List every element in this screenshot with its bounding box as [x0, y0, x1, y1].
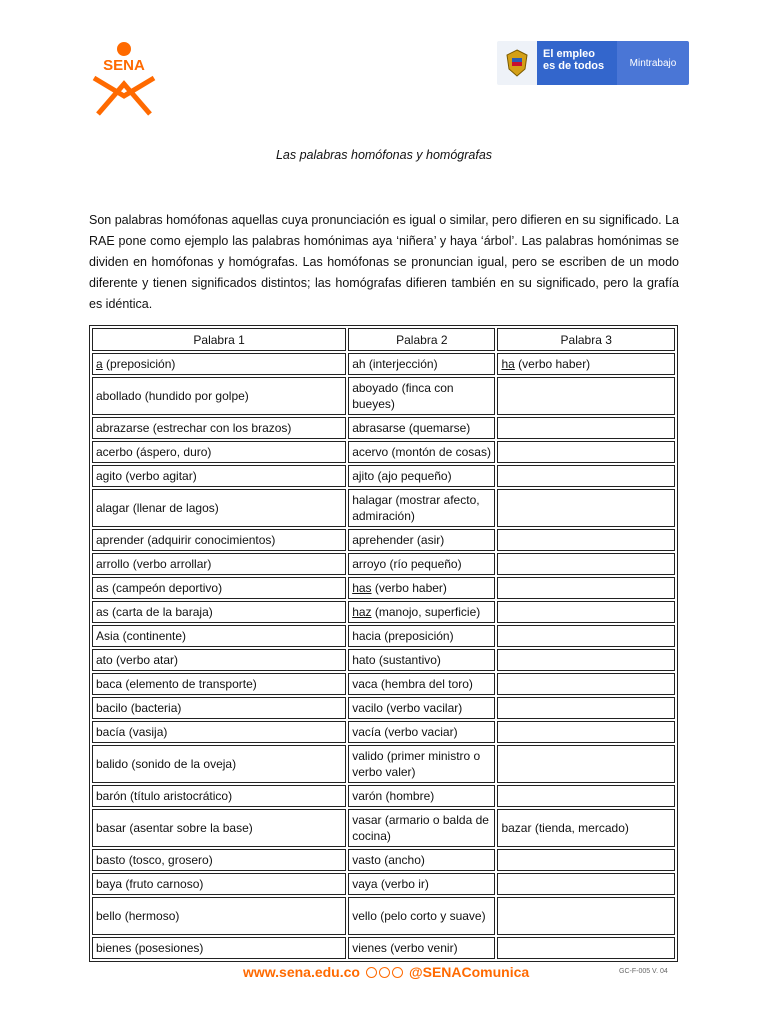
cell-palabra-2 [348, 529, 495, 551]
cell-palabra-1 [92, 489, 346, 527]
word-meaning: (estrechar con los brazos) [149, 421, 292, 435]
word: hacia [352, 629, 381, 643]
cell-palabra-2 [348, 489, 495, 527]
word-meaning: (mostrar afecto, admiración) [352, 493, 480, 523]
cell-palabra-2 [348, 441, 495, 463]
cell-palabra-3 [497, 849, 675, 871]
word-meaning: (tienda, mercado) [531, 821, 629, 835]
footer-site-link[interactable]: www.sena.edu.co [243, 964, 360, 980]
table-row [92, 377, 675, 415]
word: aprehender [352, 533, 414, 547]
cell-palabra-3 [497, 649, 675, 671]
table-header-row [92, 328, 675, 351]
sena-logo-text: SENA [103, 57, 145, 74]
word-meaning: (verbo venir) [386, 941, 458, 955]
sena-logo [86, 40, 162, 116]
word-meaning: (armario o balda de cocina) [352, 813, 489, 843]
word-table [89, 325, 678, 962]
word-meaning: (ancho) [380, 853, 425, 867]
word: vasar [352, 813, 382, 827]
word: bienes [96, 941, 132, 955]
cell-palabra-2 [348, 897, 495, 935]
cell-palabra-2 [348, 785, 495, 807]
word: agito [96, 469, 123, 483]
gov-slogan-line2: es de todos [543, 60, 605, 72]
table-row [92, 745, 675, 783]
cell-palabra-3 [497, 785, 675, 807]
cell-palabra-3 [497, 721, 675, 743]
table-row [92, 529, 675, 551]
word: has [352, 581, 372, 595]
word: valido [352, 749, 384, 763]
word-meaning: (verbo atar) [112, 653, 179, 667]
cell-palabra-3 [497, 377, 675, 415]
word: vaya [352, 877, 378, 891]
cell-palabra-2 [348, 873, 495, 895]
word-meaning: (adquirir conocimientos) [144, 533, 276, 547]
word: abrazarse [96, 421, 150, 435]
footer-handle: @SENAComunica [408, 964, 530, 980]
word: baca [96, 677, 123, 691]
word-meaning: (pelo corto y suave) [376, 909, 486, 923]
word-meaning: (verbo ir) [377, 877, 429, 891]
table-row [92, 849, 675, 871]
cell-palabra-3 [497, 745, 675, 783]
table-row [92, 577, 675, 599]
table-row [92, 465, 675, 487]
cell-palabra-1 [92, 745, 346, 783]
word-meaning: (preposición) [102, 357, 176, 371]
word: ha [501, 357, 515, 371]
word-meaning: (bacteria) [127, 701, 182, 715]
word: bacilo [96, 701, 128, 715]
footer [243, 964, 529, 980]
word-meaning: (sustantivo) [375, 653, 441, 667]
cell-palabra-1 [92, 697, 346, 719]
table-row [92, 697, 675, 719]
cell-palabra-3 [497, 625, 675, 647]
word: acerbo [96, 445, 133, 459]
word: a [96, 357, 103, 371]
cell-palabra-1 [92, 465, 346, 487]
word: barón [96, 789, 127, 803]
word: varón [352, 789, 383, 803]
cell-palabra-3 [497, 529, 675, 551]
word: Asia [96, 629, 120, 643]
word: vienes [352, 941, 387, 955]
cell-palabra-2 [348, 673, 495, 695]
cell-palabra-3 [497, 809, 675, 847]
cell-palabra-2 [348, 465, 495, 487]
table-row [92, 937, 675, 959]
word-meaning: (sonido de la oveja) [128, 757, 237, 771]
word: hato [352, 653, 376, 667]
word-meaning: (continente) [119, 629, 187, 643]
word-meaning: (río pequeño) [386, 557, 462, 571]
cell-palabra-1 [92, 441, 346, 463]
social-icons [366, 967, 403, 978]
table-row [92, 553, 675, 575]
word-meaning: (título aristocrático) [126, 789, 233, 803]
word: as [96, 605, 109, 619]
word-meaning: (verbo vacilar) [382, 701, 463, 715]
cell-palabra-2 [348, 849, 495, 871]
word: vacilo [352, 701, 383, 715]
word: vello [352, 909, 377, 923]
word: vasto [352, 853, 381, 867]
word-meaning: (verbo haber) [371, 581, 447, 595]
cell-palabra-1 [92, 625, 346, 647]
word: ato [96, 653, 113, 667]
cell-palabra-1 [92, 873, 346, 895]
cell-palabra-2 [348, 745, 495, 783]
cell-palabra-2 [348, 649, 495, 671]
table-row [92, 897, 675, 935]
cell-palabra-3 [497, 353, 675, 375]
gov-slogan [537, 41, 617, 85]
cell-palabra-2 [348, 577, 495, 599]
table-row [92, 353, 675, 375]
word-meaning: (elemento de transporte) [122, 677, 257, 691]
header-palabra-2: Palabra 2 [348, 328, 495, 351]
table-row [92, 441, 675, 463]
twitter-icon [392, 967, 403, 978]
word-meaning: (vasija) [125, 725, 168, 739]
cell-palabra-3 [497, 673, 675, 695]
header-palabra-3: Palabra 3 [497, 328, 675, 351]
word: basar [96, 821, 127, 835]
table-row [92, 649, 675, 671]
word: abollado [96, 389, 142, 403]
word: arroyo [352, 557, 387, 571]
word-meaning: (ajo pequeño) [374, 469, 452, 483]
word: baya [96, 877, 123, 891]
word: aboyado [352, 381, 399, 395]
word-meaning: (asir) [413, 533, 445, 547]
cell-palabra-1 [92, 937, 346, 959]
intro-paragraph: Son palabras homófonas aquellas cuya pronunciación es igual o similar, pero difieren en su significado. La RAE pone como ejemplo las palabras homónimas aya ‘niñera’ y haya ‘árbol’. Las palabras homónimas se dividen en homófonas y homógrafas. Las homófonas se pronuncian igual, pero se escriben de un modo diferente y tienen significados distintos; las homógrafas difieren también en su significado, pero la grafía es idéntica. [89, 213, 679, 311]
word-meaning: (verbo arrollar) [129, 557, 212, 571]
cell-palabra-2 [348, 809, 495, 847]
cell-palabra-1 [92, 785, 346, 807]
word-meaning: (manojo, superficie) [371, 605, 481, 619]
cell-palabra-2 [348, 353, 495, 375]
word-meaning: (quemarse) [405, 421, 471, 435]
word: vacía [352, 725, 381, 739]
table-row [92, 601, 675, 623]
cell-palabra-1 [92, 809, 346, 847]
cell-palabra-1 [92, 649, 346, 671]
document-title: Las palabras homófonas y homógrafas [275, 148, 493, 162]
word: balido [96, 757, 129, 771]
word: aprender [96, 533, 145, 547]
word-meaning: (campeón deportivo) [108, 581, 223, 595]
form-code: GC-F-005 V. 04 [619, 968, 668, 975]
cell-palabra-2 [348, 601, 495, 623]
word: as [96, 581, 109, 595]
word: bazar [501, 821, 532, 835]
table-row [92, 785, 675, 807]
facebook-icon [366, 967, 377, 978]
cell-palabra-2 [348, 697, 495, 719]
cell-palabra-1 [92, 553, 346, 575]
gov-ministry: Mintrabajo [617, 41, 689, 85]
cell-palabra-2 [348, 377, 495, 415]
word-meaning: (carta de la baraja) [108, 605, 213, 619]
word-meaning: (hembra del toro) [377, 677, 473, 691]
cell-palabra-1 [92, 673, 346, 695]
word-meaning: (hermoso) [121, 909, 180, 923]
word-meaning: (posesiones) [131, 941, 204, 955]
word: ajito [352, 469, 375, 483]
cell-palabra-3 [497, 489, 675, 527]
table-row [92, 721, 675, 743]
cell-palabra-1 [92, 577, 346, 599]
word-meaning: (interjección) [365, 357, 438, 371]
cell-palabra-3 [497, 601, 675, 623]
word: bacía [96, 725, 126, 739]
table-row [92, 873, 675, 895]
cell-palabra-3 [497, 553, 675, 575]
word: acervo [352, 445, 389, 459]
cell-palabra-1 [92, 721, 346, 743]
gov-badge [497, 41, 689, 85]
word-meaning: (finca con bueyes) [352, 381, 454, 411]
cell-palabra-1 [92, 897, 346, 935]
word-meaning: (hundido por golpe) [141, 389, 249, 403]
word: halagar [352, 493, 393, 507]
cell-palabra-3 [497, 577, 675, 599]
cell-palabra-2 [348, 721, 495, 743]
word-meaning: (hombre) [382, 789, 435, 803]
word: alagar [96, 501, 130, 515]
instagram-icon [379, 967, 390, 978]
word-meaning: (fruto carnoso) [122, 877, 204, 891]
header-palabra-1: Palabra 1 [92, 328, 346, 351]
word-meaning: (preposición) [380, 629, 454, 643]
word: arrollo [96, 557, 130, 571]
word-meaning: (verbo agitar) [122, 469, 197, 483]
cell-palabra-3 [497, 465, 675, 487]
cell-palabra-2 [348, 937, 495, 959]
cell-palabra-1 [92, 417, 346, 439]
word: bello [96, 909, 122, 923]
word: ah [352, 357, 366, 371]
cell-palabra-3 [497, 873, 675, 895]
table-row [92, 489, 675, 527]
table-row [92, 417, 675, 439]
colombia-crest-icon [497, 41, 537, 85]
cell-palabra-1 [92, 377, 346, 415]
word-meaning: (primer ministro o verbo valer) [352, 749, 481, 779]
cell-palabra-1 [92, 601, 346, 623]
word: haz [352, 605, 372, 619]
cell-palabra-1 [92, 529, 346, 551]
word-meaning: (áspero, duro) [132, 445, 212, 459]
word: basto [96, 853, 126, 867]
table-row [92, 673, 675, 695]
table-row [92, 625, 675, 647]
word-meaning: (verbo haber) [514, 357, 591, 371]
cell-palabra-2 [348, 417, 495, 439]
table-row [92, 809, 675, 847]
word-meaning: (llenar de lagos) [129, 501, 219, 515]
word-meaning: (asentar sobre la base) [126, 821, 253, 835]
cell-palabra-3 [497, 417, 675, 439]
cell-palabra-1 [92, 849, 346, 871]
cell-palabra-2 [348, 553, 495, 575]
cell-palabra-3 [497, 937, 675, 959]
cell-palabra-1 [92, 353, 346, 375]
cell-palabra-3 [497, 441, 675, 463]
cell-palabra-2 [348, 625, 495, 647]
gov-slogan-line1: El empleo [543, 48, 595, 60]
word-meaning: (verbo vaciar) [380, 725, 458, 739]
word-meaning: (tosco, grosero) [125, 853, 213, 867]
word: abrasarse [352, 421, 406, 435]
cell-palabra-3 [497, 697, 675, 719]
cell-palabra-3 [497, 897, 675, 935]
word: vaca [352, 677, 378, 691]
word-meaning: (montón de cosas) [388, 445, 491, 459]
